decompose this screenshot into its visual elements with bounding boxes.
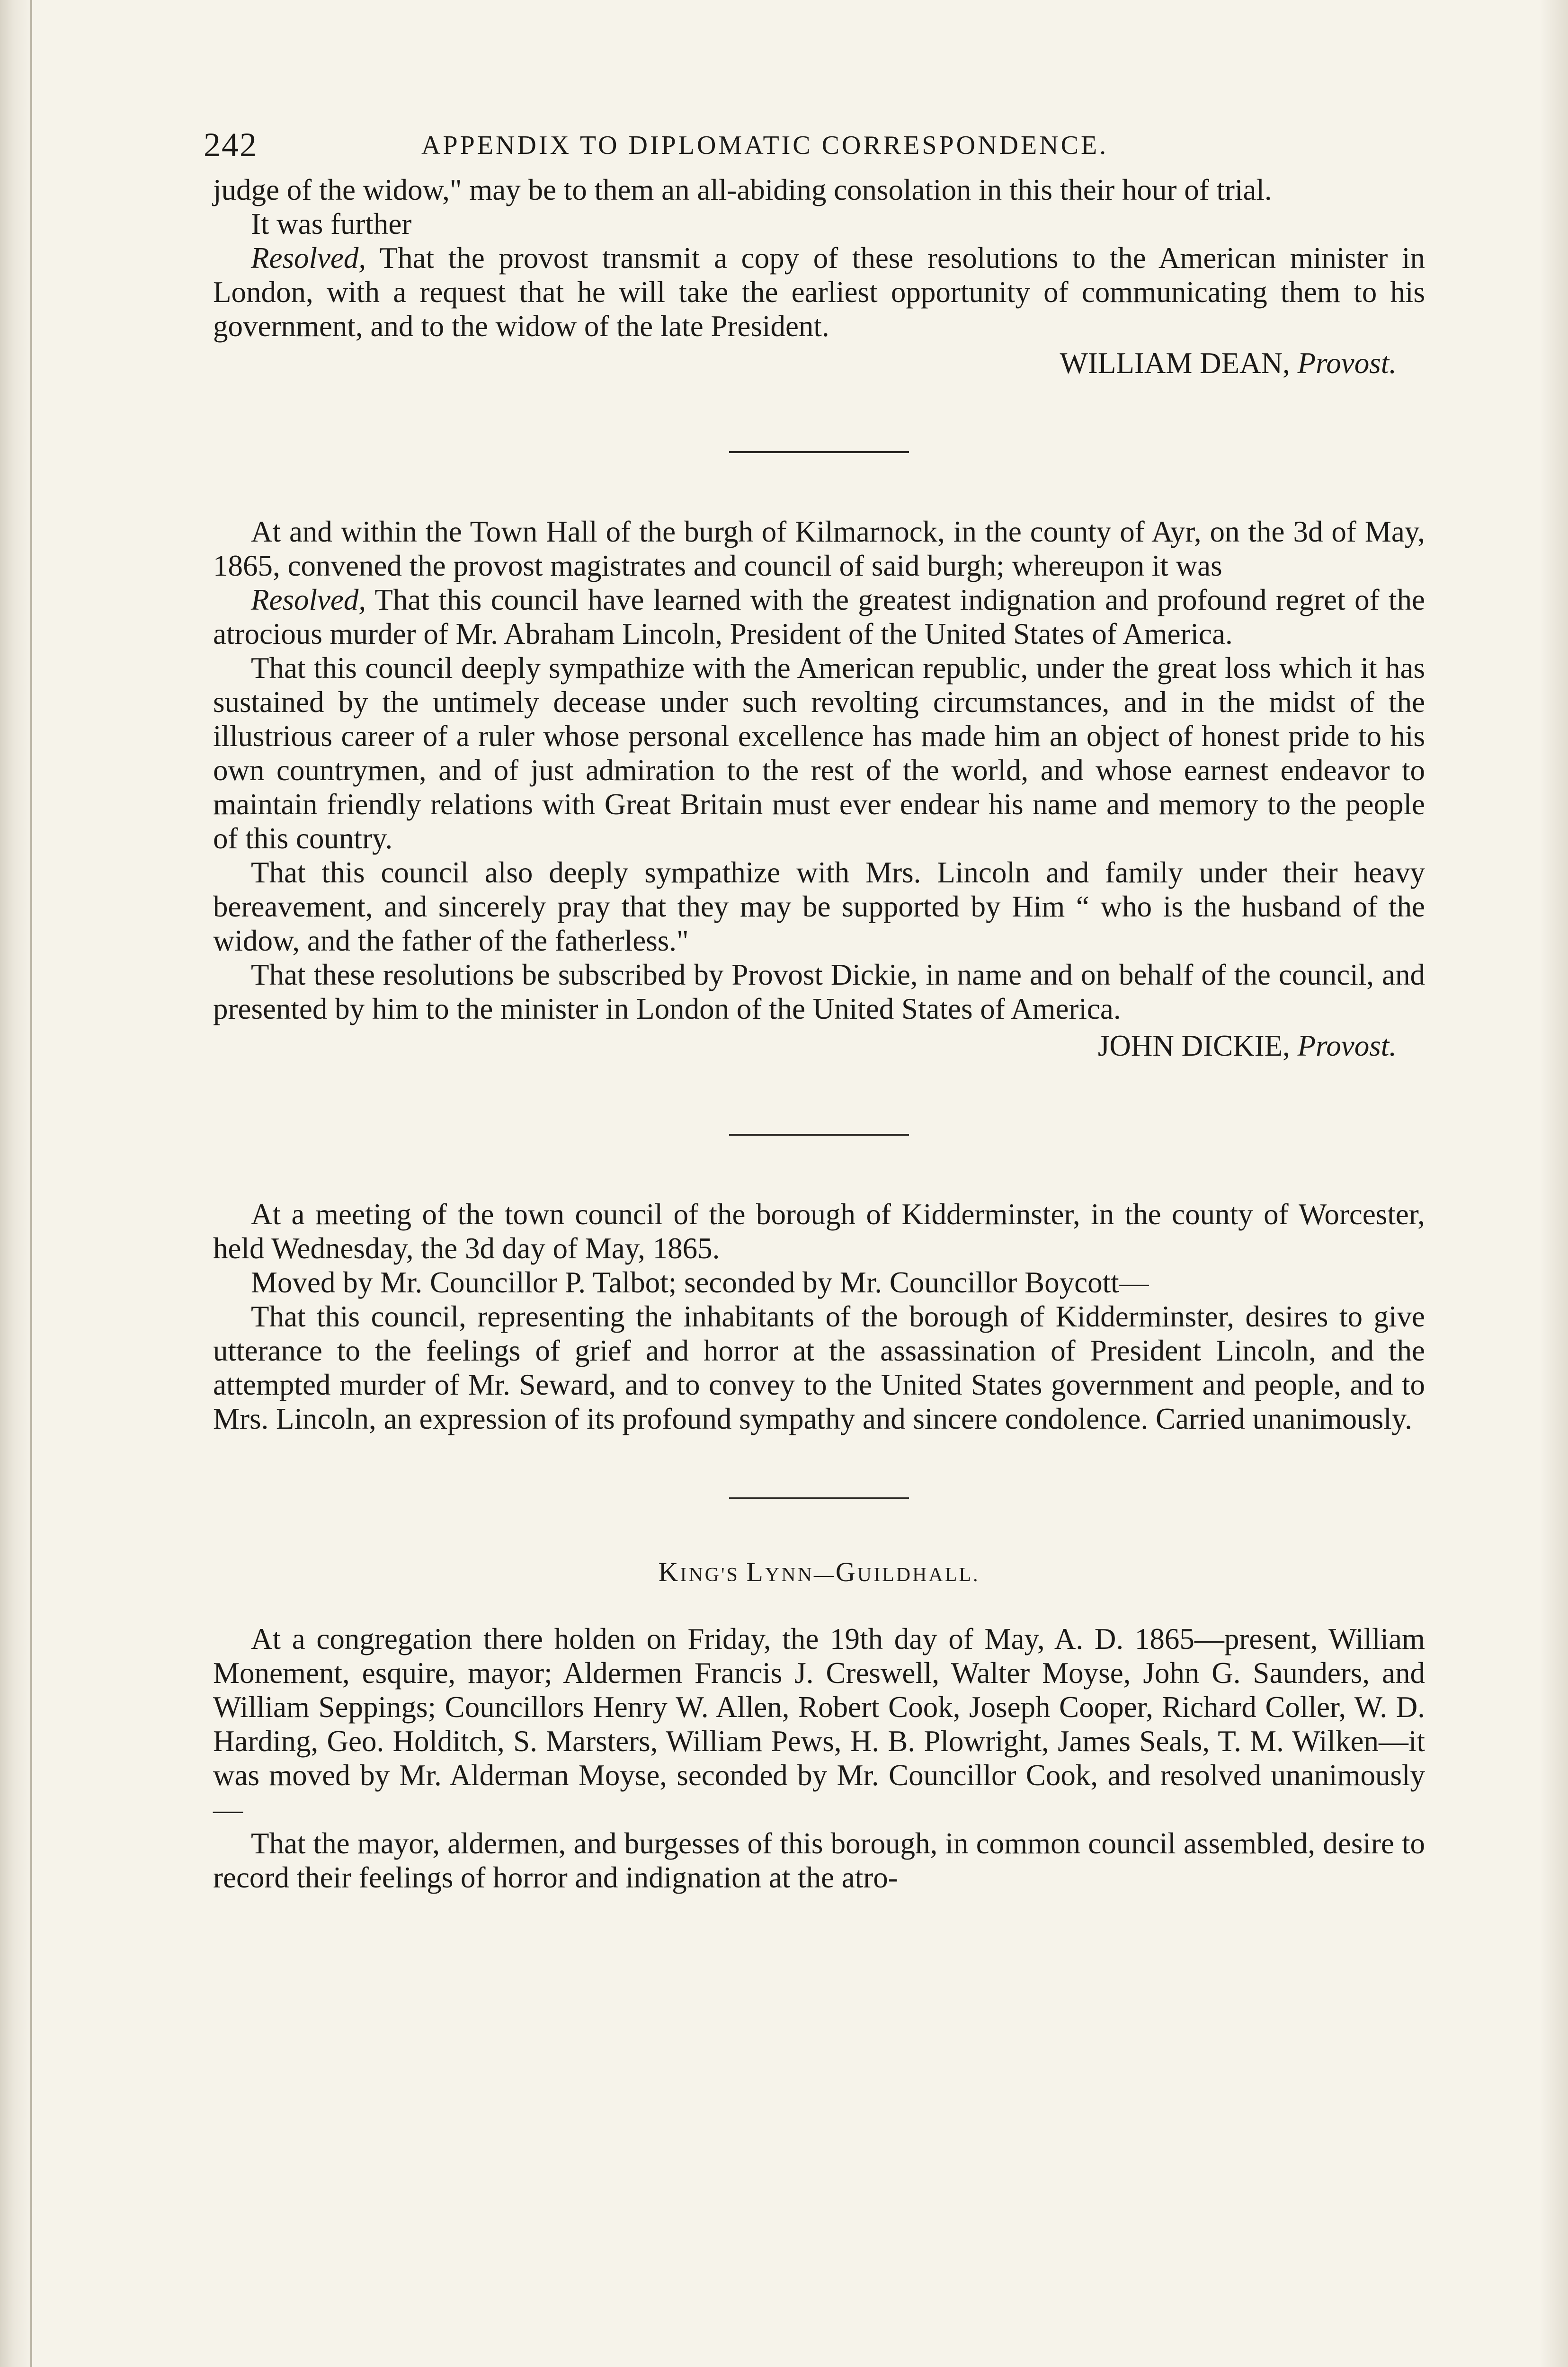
signatory-title: Provost. xyxy=(1297,1029,1397,1062)
section-kidderminster xyxy=(213,1197,1425,1436)
paragraph: That the mayor, aldermen, and burgesses of this borough, in common council assembled, desire to record their feelings of horror and indignation at the atro- xyxy=(213,1827,1425,1894)
paragraph: Moved by Mr. Councillor P. Talbot; seconded by Mr. Councillor Boycott— xyxy=(251,1266,1149,1299)
signatory-name: WILLIAM DEAN, xyxy=(1060,347,1290,380)
paragraph xyxy=(213,583,1425,651)
signatory-title: Provost. xyxy=(1297,347,1397,380)
paragraph: At a meeting of the town council of the borough of Kidderminster, in the county of Worcester, held Wednesday, the 3d day of May, 1865. xyxy=(213,1198,1425,1265)
page-edge-shadow xyxy=(1540,0,1568,2367)
resolved-label: Resolved, xyxy=(251,583,366,616)
paragraph: judge of the widow," may be to them an all-abiding consolation in this their hour of trial. xyxy=(213,173,1272,206)
section-divider xyxy=(729,1497,909,1499)
page-binding-shadow xyxy=(0,0,33,2367)
resolved-label: Resolved, xyxy=(251,241,366,275)
paragraph: At a congregation there holden on Friday, the 19th day of May, A. D. 1865—present, William Monement, esquire, mayor; Aldermen Francis J. Creswell, Walter Moyse, John G. Saunders, and William Seppings; Councillors Henry W. Allen, Robert Cook, Joseph Cooper, Richard Coller, W. D. Harding, Geo. Holditch, S. Marsters, William Pews, H. B. Plowright, James Seals, T. M. Wilken—it was moved by Mr. Alderman Moyse, seconded by Mr. Councillor Cook, and resolved unanimously— xyxy=(213,1622,1425,1826)
paragraph xyxy=(213,241,1425,343)
section-dean-resolutions xyxy=(213,173,1425,380)
section-kilmarnock xyxy=(213,515,1425,1063)
signature xyxy=(213,1029,1425,1063)
page-number: 242 xyxy=(204,126,258,164)
signature xyxy=(213,346,1425,380)
section-divider xyxy=(729,1134,909,1136)
paragraph: That this council, representing the inhabitants of the borough of Kidderminster, desires to give utterance to the feelings of grief and horror at the assassination of President Lincoln, and the attempted murder of Mr. Seward, and to convey to the United States government and people, and to Mrs. Lincoln, an expression of its profound sympathy and sincere condolence. Carried unanimously. xyxy=(213,1300,1425,1435)
running-title: APPENDIX TO DIPLOMATIC CORRESPONDENCE. xyxy=(421,131,1109,160)
paragraph-text: That the provost transmit a copy of these resolutions to the American minister in London, with a request that he will take the earliest opportunity of communicating them to his government, and to the widow of the late President. xyxy=(213,241,1425,343)
paragraph: That this council deeply sympathize with the American republic, under the great loss which it has sustained by the untimely decease under such revolting circumstances, and in the midst of the illustrious career of a ruler whose personal excellence has made him an object of honest pride to his own countrymen, and of just admiration to the rest of the world, and whose earnest endeavor to maintain friendly relations with Great Britain must ever endear his name and memory to the people of this country. xyxy=(213,651,1425,855)
paragraph-text: That this council have learned with the greatest indignation and profound regret of the atrocious murder of Mr. Abraham Lincoln, President of the United States of America. xyxy=(213,583,1425,650)
section-kings-lynn xyxy=(213,1556,1425,1895)
paragraph: It was further xyxy=(251,207,412,240)
paragraph: That this council also deeply sympathize with Mrs. Lincoln and family under their heavy bereavement, and sincerely pray that they may be supported by Him “ who is the husband of the widow, and the father of the fatherless." xyxy=(213,856,1425,957)
paragraph: At and within the Town Hall of the burgh of Kilmarnock, in the county of Ayr, on the 3d of May, 1865, convened the provost magistrates and council of said burgh; whereupon it was xyxy=(213,515,1425,582)
paragraph: That these resolutions be subscribed by Provost Dickie, in name and on behalf of the council, and presented by him to the minister in London of the United States of America. xyxy=(213,958,1425,1025)
page-content xyxy=(204,121,1425,1895)
signatory-name: JOHN DICKIE, xyxy=(1097,1029,1290,1062)
section-heading: KING'S LYNN—GUILDHALL. xyxy=(658,1557,980,1587)
binding-edge xyxy=(30,0,32,2367)
section-divider xyxy=(729,451,909,453)
running-header xyxy=(204,121,1425,173)
